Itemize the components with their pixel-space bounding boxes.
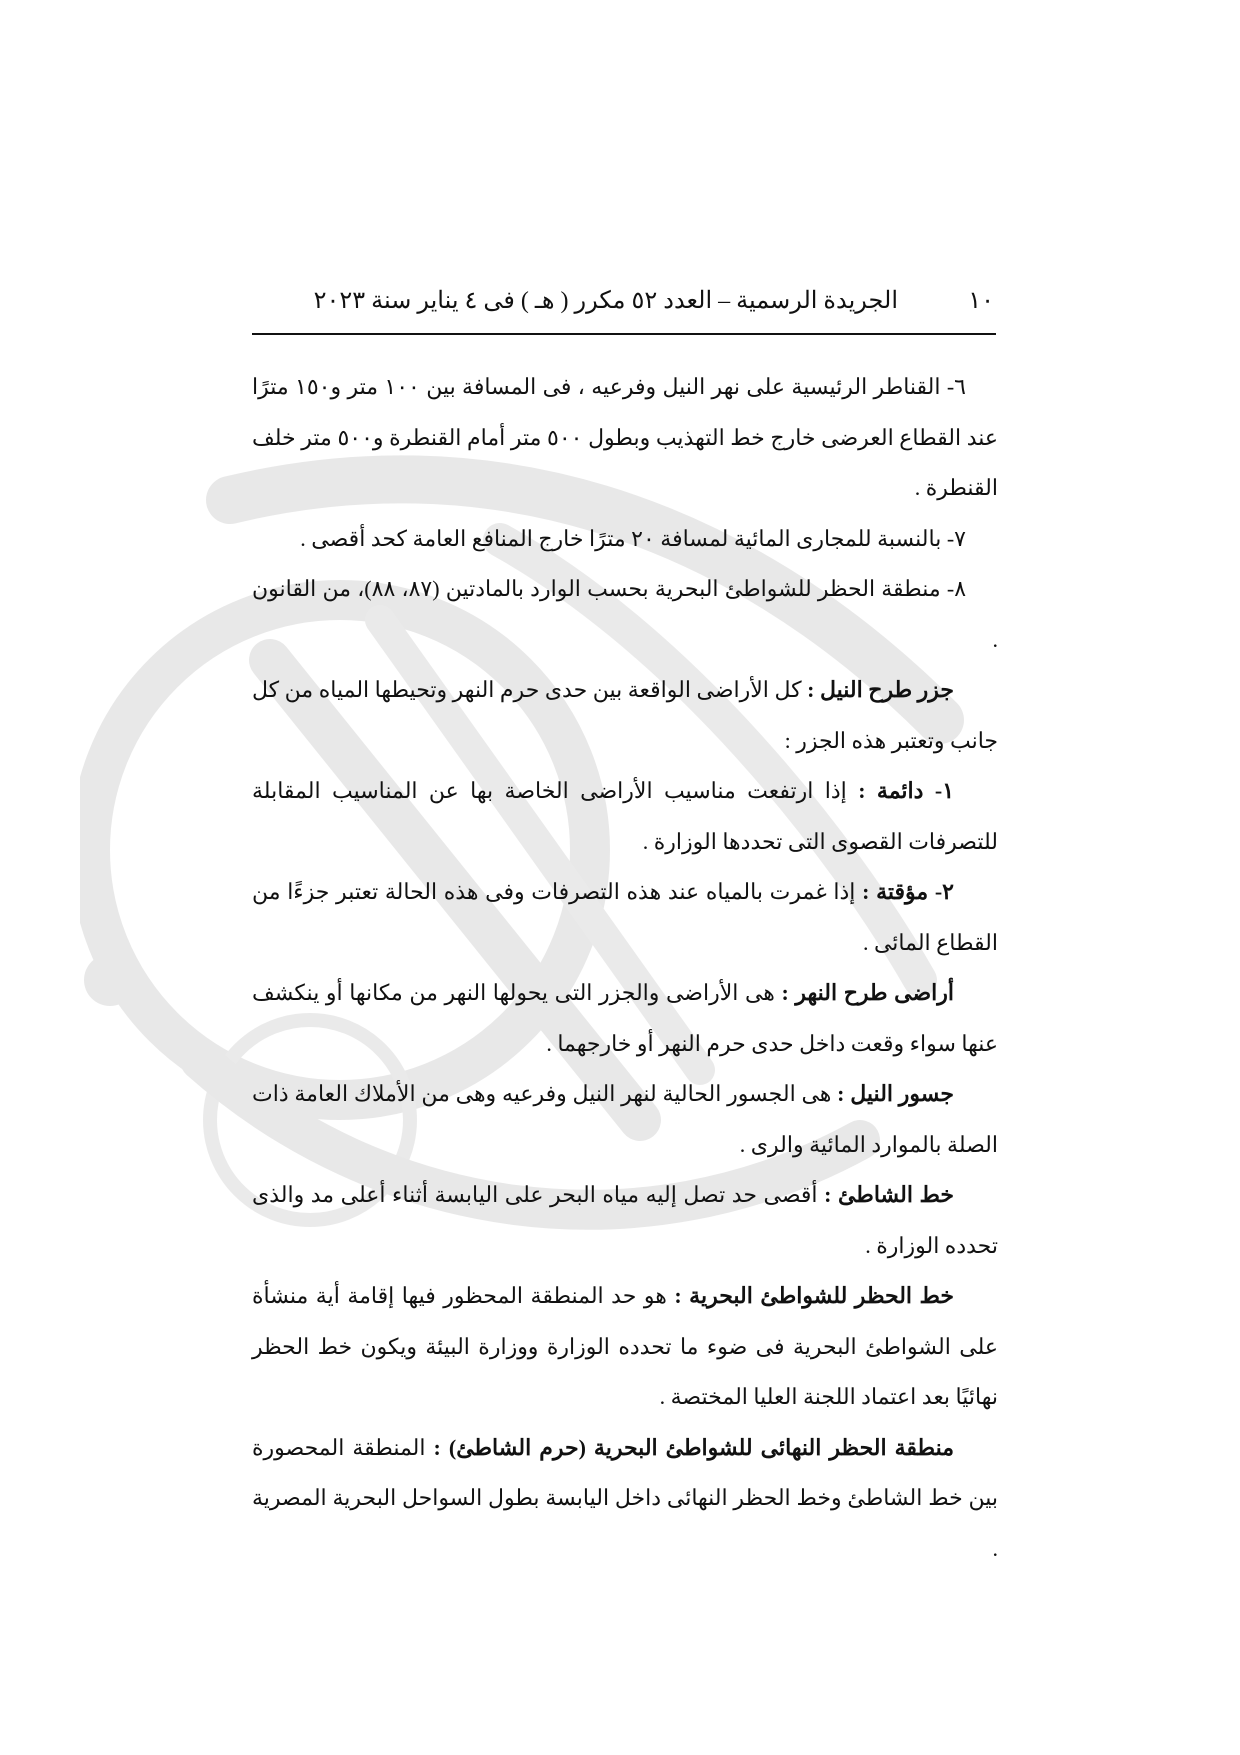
document-body xyxy=(252,362,998,1574)
watermark-seal-dot xyxy=(84,954,136,1006)
paragraph-text: ٦- القناطر الرئيسية على نهر النيل وفرعيه ، فى المسافة بين ١٠٠ متر و١٥٠ مترًا عند القطاع العرضى خارج خط التهذيب وبطول ٥٠٠ متر أمام القنطرة و٥٠٠ متر خلف القنطرة . xyxy=(252,374,999,500)
paragraph-text: ٨- منطقة الحظر للشواطئ البحرية بحسب الوارد بالمادتين (٨٧، ٨٨)، من القانون . xyxy=(252,576,998,652)
definition-term: ٢- مؤقتة : xyxy=(862,879,954,904)
definition-permanent xyxy=(252,766,998,867)
gazette-title: الجريدة الرسمية – العدد ٥٢ مكرر ( هـ ) فى ٤ يناير سنة ٢٠٢٣ xyxy=(313,288,898,314)
paragraph-item-8 xyxy=(252,564,998,665)
definition-text: أقصى حد تصل إليه مياه البحر على اليابسة أثناء أعلى مد والذى تحدده الوزارة . xyxy=(252,1182,998,1258)
page-header xyxy=(252,282,998,322)
definition-setback-line xyxy=(252,1271,998,1423)
header-divider xyxy=(252,333,996,335)
definition-term: خط الحظر للشواطئ البحرية : xyxy=(674,1283,954,1308)
definition-final-setback-zone xyxy=(252,1423,998,1575)
definition-term: أراضى طرح النهر : xyxy=(781,980,954,1005)
definition-term: جزر طرح النيل : xyxy=(807,677,955,702)
definition-term: جسور النيل : xyxy=(837,1081,954,1106)
definition-term: خط الشاطئ : xyxy=(824,1182,954,1207)
page-number: ١٠ xyxy=(968,288,994,314)
definition-temporary xyxy=(252,867,998,968)
definition-text: هى الأراضى والجزر التى يحولها النهر من مكانها أو ينكشف عنها سواء وقعت داخل حدى حرم النهر أو خارجهما . xyxy=(252,980,998,1056)
definition-river-lands xyxy=(252,968,998,1069)
definition-term: ١- دائمة : xyxy=(858,778,955,803)
definition-text: كل الأراضى الواقعة بين حدى حرم النهر وتحيطها المياه من كل جانب وتعتبر هذه الجزر : xyxy=(252,677,998,753)
definition-text: إذا ارتفعت مناسيب الأراضى الخاصة بها عن المناسيب المقابلة للتصرفات القصوى التى تحددها الوزارة . xyxy=(252,778,998,854)
definition-text: إذا غمرت بالمياه عند هذه التصرفات وفى هذه الحالة تعتبر جزءًا من القطاع المائى . xyxy=(252,879,998,955)
definition-text: المنطقة المحصورة بين خط الشاطئ وخط الحظر النهائى داخل اليابسة بطول السواحل البحرية المصرية . xyxy=(252,1434,998,1561)
definition-text: هو حد المنطقة المحظور فيها إقامة أية منشأة على الشواطئ البحرية فى ضوء ما تحدده الوزارة ووزارة البيئة ويكون خط الحظر نهائيًا بعد اعتماد اللجنة العليا المختصة . xyxy=(252,1283,998,1409)
definition-text: هى الجسور الحالية لنهر النيل وفرعيه وهى من الأملاك العامة ذات الصلة بالموارد المائية والرى . xyxy=(252,1081,998,1157)
paragraph-item-6 xyxy=(252,362,998,514)
definition-nile-islands xyxy=(252,665,998,766)
paragraph-item-7 xyxy=(252,514,998,565)
definition-term: منطقة الحظر النهائى للشواطئ البحرية (حرم الشاطئ) : xyxy=(433,1434,954,1460)
paragraph-text: ٧- بالنسبة للمجارى المائية لمسافة ٢٠ مترًا خارج المنافع العامة كحد أقصى . xyxy=(300,525,966,551)
definition-nile-banks xyxy=(252,1069,998,1170)
definition-shoreline xyxy=(252,1170,998,1271)
